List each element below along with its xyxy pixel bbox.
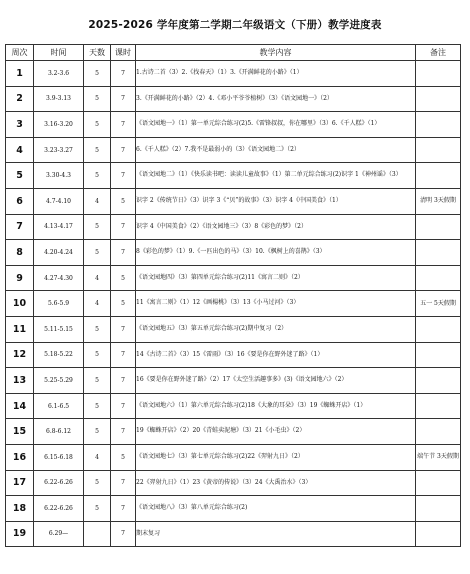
table-row [6,444,461,470]
note-cell [416,316,461,342]
hours-cell: 7 [111,521,136,547]
table-row [6,214,461,240]
hours-cell: 7 [111,393,136,419]
table-row [6,368,461,394]
note-cell [416,61,461,87]
note-cell [416,419,461,445]
header-time: 时间 [34,45,84,61]
hours-cell: 7 [111,368,136,394]
time-cell: 3.16-3.20 [34,112,84,138]
time-cell: 6.22-6.26 [34,496,84,522]
content-cell: 识字 4《中国美食》（2）《语文园地三》（3）8《彩色的梦》（2） [136,214,416,240]
table-row [6,316,461,342]
note-cell [416,112,461,138]
header-week: 周次 [6,45,34,61]
days-cell: 4 [84,265,111,291]
content-cell: 11《寓言二则》（1）12《画楊桃》（3）13《小马过河》（3） [136,291,416,317]
time-cell: 6.1-6.5 [34,393,84,419]
header-note: 备注 [416,45,461,61]
header-hours: 课时 [111,45,136,61]
week-cell: 2 [6,86,34,112]
time-cell: 4.13-4.17 [34,214,84,240]
content-cell: 《语文园地七》（3）第七单元综合练习(2)22《羿射九日》（2） [136,444,416,470]
note-cell [416,368,461,394]
week-cell: 5 [6,163,34,189]
days-cell: 5 [84,368,111,394]
days-cell: 5 [84,61,111,87]
note-cell [416,393,461,419]
week-cell: 18 [6,496,34,522]
time-cell: 5.6-5.9 [34,291,84,317]
note-cell: 清明 3天假期 [416,188,461,214]
week-cell: 3 [6,112,34,138]
hours-cell: 5 [111,188,136,214]
days-cell: 5 [84,470,111,496]
week-cell: 6 [6,188,34,214]
time-cell: 5.25-5.29 [34,368,84,394]
hours-cell: 7 [111,496,136,522]
days-cell: 5 [84,316,111,342]
week-cell: 13 [6,368,34,394]
table-row [6,265,461,291]
content-cell: 1.古诗二首（3）2.《找春天》（1）3.《开满鲜花的小路》（1） [136,61,416,87]
header-days: 天数 [84,45,111,61]
content-cell: 8《彩色的梦》（1）9.《一匹出色的马》（3）10.《枫树上的喜鹊》（3） [136,240,416,266]
week-cell: 16 [6,444,34,470]
hours-cell: 7 [111,419,136,445]
content-cell: 《语文园地六》（1）第六单元综合练习(2)18《大象的耳朵》（3）19《蜘蛛开店》（1） [136,393,416,419]
hours-cell: 7 [111,214,136,240]
days-cell: 4 [84,444,111,470]
time-cell: 6.22-6.26 [34,470,84,496]
time-cell: 6.29— [34,521,84,547]
table-row [6,112,461,138]
hours-cell: 7 [111,240,136,266]
content-cell: 识字 2《传统节日》（3）识字 3《“贝”的故事》（3）识字 4《中国美食》（1） [136,188,416,214]
table-row [6,342,461,368]
week-cell: 8 [6,240,34,266]
time-cell: 6.15-6.18 [34,444,84,470]
time-cell: 3.23-3.27 [34,137,84,163]
note-cell [416,470,461,496]
hours-cell: 7 [111,137,136,163]
week-cell: 19 [6,521,34,547]
days-cell: 5 [84,342,111,368]
hours-cell: 5 [111,265,136,291]
days-cell: 5 [84,419,111,445]
time-cell: 3.9-3.13 [34,86,84,112]
table-row [6,419,461,445]
hours-cell: 7 [111,86,136,112]
table-row [6,521,461,547]
content-cell: 《语文园地五》（3）第五单元综合练习(2)期中复习（2） [136,316,416,342]
note-cell [416,265,461,291]
days-cell: 5 [84,137,111,163]
days-cell: 5 [84,496,111,522]
time-cell: 4.7-4.10 [34,188,84,214]
time-cell: 4.20-4.24 [34,240,84,266]
content-cell: 22《羿射九日》（1）23《黄帝的传说》（3）24《大禹治水》（3） [136,470,416,496]
content-cell: 《语文园地八》（3）第八单元综合练习(2) [136,496,416,522]
hours-cell: 7 [111,112,136,138]
week-cell: 4 [6,137,34,163]
table-row [6,86,461,112]
week-cell: 17 [6,470,34,496]
time-cell: 5.18-5.22 [34,342,84,368]
content-cell: 14《古诗二首》（3）15《雷雨》（3）16《要是你在野外迷了路》（1） [136,342,416,368]
content-cell: 《语文园地四》（3）第四单元综合练习(2)11《寓言二则》（2） [136,265,416,291]
hours-cell: 7 [111,470,136,496]
hours-cell: 7 [111,61,136,87]
content-cell: 16《要是你在野外迷了路》（2）17《太空生活趣事多》(3)《语文园地六》（2） [136,368,416,394]
note-cell [416,163,461,189]
hours-cell: 7 [111,342,136,368]
note-cell [416,86,461,112]
days-cell: 5 [84,240,111,266]
note-cell [416,137,461,163]
content-cell: 《语文园地一》（1）第一单元综合练习(2)5.《雷锋叔叔，你在哪里》（3）6.《千人糕》（1） [136,112,416,138]
time-cell: 5.11-5.15 [34,316,84,342]
table-row [6,137,461,163]
content-cell: 期末复习 [136,521,416,547]
week-cell: 1 [6,61,34,87]
table-row [6,291,461,317]
document-title: 2025-2026 学年度第二学期二年级语文（下册）教学进度表 [88,19,382,31]
note-cell [416,496,461,522]
week-cell: 7 [6,214,34,240]
days-cell: 5 [84,214,111,240]
hours-cell: 7 [111,316,136,342]
week-cell: 10 [6,291,34,317]
note-cell [416,342,461,368]
week-cell: 11 [6,316,34,342]
week-cell: 15 [6,419,34,445]
table-row [6,61,461,87]
table-row [6,496,461,522]
time-cell: 4.27-4.30 [34,265,84,291]
table-row [6,188,461,214]
note-cell: 端午节 3天假期 [416,444,461,470]
note-cell [416,214,461,240]
content-cell: 3.《开满鲜花的小路》（2）4.《邓小平爷爷植树》（3）《语文园地一》（2） [136,86,416,112]
time-cell: 3.2-3.6 [34,61,84,87]
days-cell: 5 [84,86,111,112]
time-cell: 6.8-6.12 [34,419,84,445]
hours-cell: 7 [111,163,136,189]
days-cell: 5 [84,163,111,189]
note-cell [416,240,461,266]
table-row [6,470,461,496]
week-cell: 12 [6,342,34,368]
header-content: 教学内容 [136,45,416,61]
time-cell: 3.30-4.3 [34,163,84,189]
table-row [6,393,461,419]
week-cell: 14 [6,393,34,419]
content-cell: 19《蜘蛛开店》（2）20《青蛙卖泥塘》（3）21《小毛虫》（2） [136,419,416,445]
table-row [6,163,461,189]
note-cell: 五一 5天假期 [416,291,461,317]
note-cell [416,521,461,547]
days-cell [84,521,111,547]
hours-cell: 5 [111,291,136,317]
content-cell: 《语文园地二》（1）《快乐读书吧：读读儿童故事》（1）第二单元综合练习(2)识字 1《神州谣》（3） [136,163,416,189]
days-cell: 4 [84,188,111,214]
days-cell: 5 [84,112,111,138]
table-header-row [6,45,461,61]
schedule-table [5,44,461,547]
content-cell: 6.《千人糕》（2）7.我不是最弱小的（3）《语文园地二》（2） [136,137,416,163]
days-cell: 4 [84,291,111,317]
table-row [6,240,461,266]
week-cell: 9 [6,265,34,291]
days-cell: 5 [84,393,111,419]
hours-cell: 5 [111,444,136,470]
